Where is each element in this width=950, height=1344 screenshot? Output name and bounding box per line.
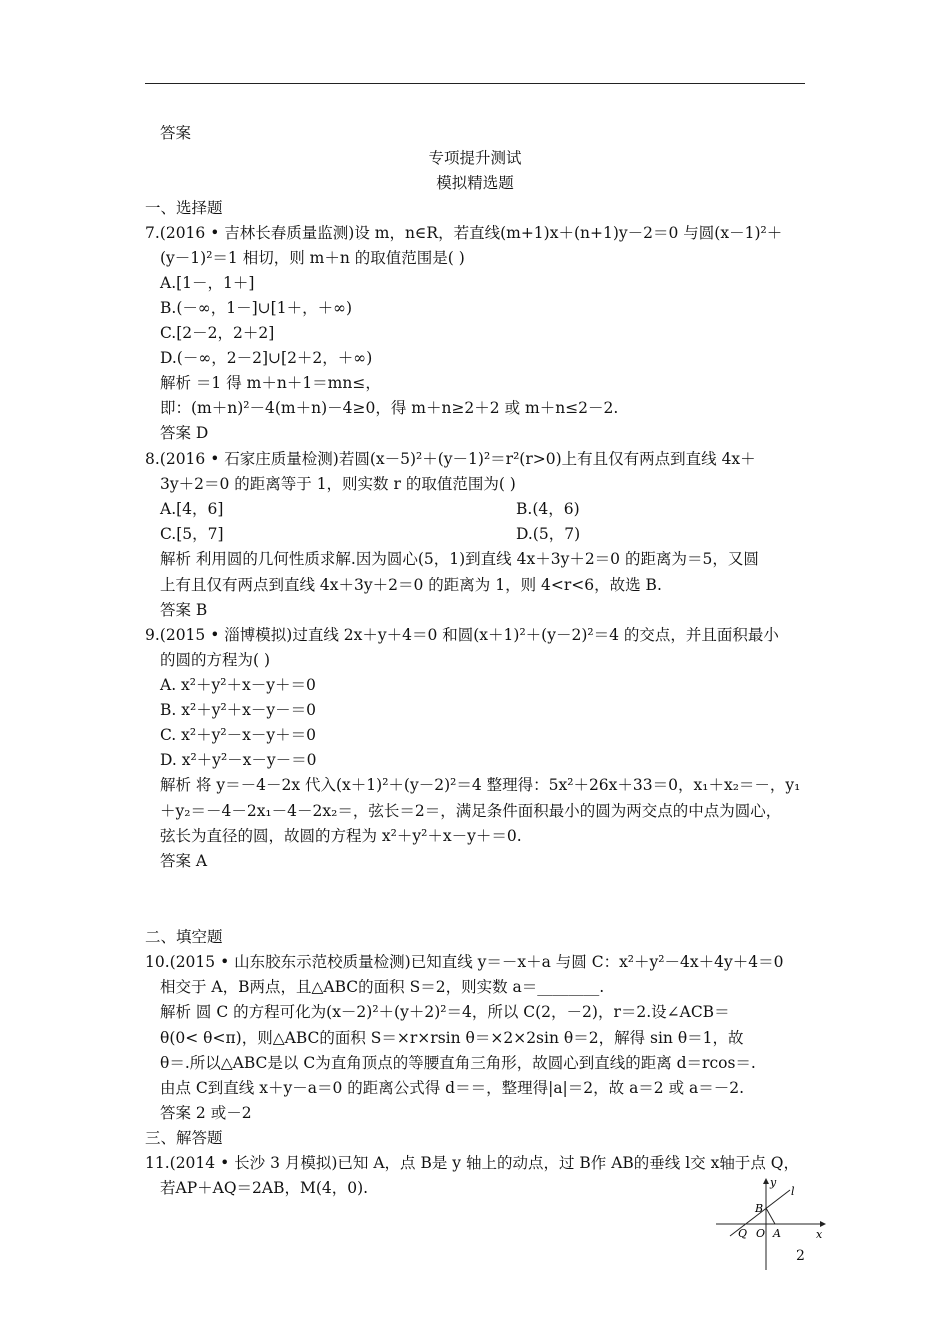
q7-answer: 答案 D — [160, 424, 209, 442]
x-axis-arrow — [820, 1221, 826, 1227]
q9-solution-1: 解析 将 y＝－4－2x 代入(x＋1)²＋(y－2)²＝4 整理得：5x²＋26x＋33＝0，x₁＋x₂＝－，y₁ — [160, 776, 801, 794]
q9-solution-3: 弦长为直径的圆，故圆的方程为 x²＋y²＋x－y＋＝0. — [160, 827, 522, 845]
q7-option-b: B.(－∞，1－]∪[1＋，＋∞) — [160, 299, 353, 317]
q7-option-c: C.[2－2，2＋2] — [160, 324, 275, 342]
q9-option-c: C. x²＋y²－x－y＋＝0 — [160, 726, 316, 744]
q8-line1: 8.(2016 • 石家庄质量检测)若圆(x－5)²＋(y－1)²＝r²(r>0)上有且仅有两点到直线 4x＋ — [145, 450, 756, 468]
page-number: 2 — [796, 1248, 805, 1264]
q8-option-d: D.(5，7) — [516, 525, 581, 543]
q10-line2: 相交于 A，B两点，且△ABC的面积 S＝2，则实数 a＝________. — [160, 978, 605, 996]
heading-fill: 二、填空题 — [145, 928, 223, 946]
top-answer-label: 答案 — [160, 124, 192, 142]
q7-line2: (y－1)²＝1 相切，则 m＋n 的取值范围是( ) — [160, 249, 465, 267]
q10-answer: 答案 2 或－2 — [160, 1104, 252, 1122]
q9-option-a: A. x²＋y²＋x－y＋＝0 — [160, 676, 316, 694]
q9-line1: 9.(2015 • 淄博模拟)过直线 2x＋y＋4＝0 和圆(x＋1)²＋(y－2)²＝4 的交点，并且面积最小 — [145, 626, 779, 644]
heading-solve: 三、解答题 — [145, 1129, 223, 1147]
q8-solution-2: 上有且仅有两点到直线 4x＋3y＋2＝0 的距离为 1，则 4<r<6，故选 B. — [160, 576, 662, 594]
section-title: 专项提升测试 — [428, 149, 522, 167]
label-y: y — [770, 1176, 777, 1189]
q11-line2: 若AP＋AQ＝2AB，M(4，0). — [160, 1179, 369, 1197]
q10-solution-1: 解析 圆 C 的方程可化为(x－2)²＋(y＋2)²＝4，所以 C(2，－2)，r＝2.设∠ACB＝ — [160, 1003, 730, 1021]
y-axis-arrow — [763, 1178, 769, 1184]
q9-line2: 的圆的方程为( ) — [160, 651, 271, 669]
label-x: x — [816, 1228, 823, 1241]
q11-line1: 11.(2014 • 长沙 3 月模拟)已知 A，点 B是 y 轴上的动点，过 B作 AB的垂线 l交 x轴于点 Q， — [145, 1154, 799, 1172]
q10-solution-3: θ＝.所以△ABC是以 C为直角顶点的等腰直角三角形，故圆心到直线的距离 d＝rcos＝. — [160, 1054, 756, 1072]
section-subtitle: 模拟精选题 — [436, 174, 514, 192]
label-q: Q — [738, 1227, 748, 1240]
q10-solution-4: 由点 C到直线 x＋y－a＝0 的距离公式得 d＝＝，整理得|a|＝2，故 a＝2 或 a＝－2. — [160, 1079, 745, 1097]
q7-solution-2: 即：(m＋n)²－4(m＋n)－4≥0，得 m＋n≥2＋2 或 m＋n≤2－2. — [160, 399, 619, 417]
q9-answer: 答案 A — [160, 852, 208, 870]
q8-line2: 3y＋2＝0 的距离等于 1，则实数 r 的取值范围为( ) — [160, 475, 516, 493]
label-a: A — [773, 1227, 781, 1240]
q8-answer: 答案 B — [160, 601, 208, 619]
q9-option-b: B. x²＋y²＋x－y－＝0 — [160, 701, 317, 719]
label-o: O — [756, 1227, 766, 1240]
q10-line1: 10.(2015 • 山东胶东示范校质量检测)已知直线 y＝－x＋a 与圆 C：x²＋y²－4x＋4y＋4＝0 — [145, 953, 784, 971]
heading-choice: 一、选择题 — [145, 199, 223, 217]
q7-option-d: D.(－∞，2－2]∪[2＋2，＋∞) — [160, 349, 373, 367]
q7-solution-1: 解析 ＝1 得 m＋n＋1＝mn≤， — [160, 374, 381, 392]
q11-coordinate-figure — [712, 1176, 828, 1272]
q8-option-a: A.[4，6] — [160, 500, 224, 518]
q7-option-a: A.[1－，1＋] — [160, 274, 255, 292]
segment-ab — [766, 1208, 775, 1224]
label-l: l — [791, 1185, 795, 1198]
q9-option-d: D. x²＋y²－x－y－＝0 — [160, 751, 317, 769]
q8-solution-1: 解析 利用圆的几何性质求解.因为圆心(5，1)到直线 4x＋3y＋2＝0 的距离为＝5，又圆 — [160, 550, 759, 568]
header-rule — [145, 83, 805, 84]
q7-line1: 7.(2016 • 吉林长春质量监测)设 m，n∈R，若直线(m+1)x＋(n+1)y－2＝0 与圆(x－1)²＋ — [145, 224, 783, 242]
q9-solution-2: ＋y₂＝－4－2x₁－4－2x₂＝，弦长＝2＝，满足条件面积最小的圆为两交点的中点为圆心， — [160, 802, 782, 820]
q8-option-b: B.(4，6) — [516, 500, 580, 518]
label-b: B — [755, 1202, 764, 1215]
q8-option-c: C.[5，7] — [160, 525, 224, 543]
q10-solution-2: θ(0< θ<π)，则△ABC的面积 S＝×r×rsin θ＝×2×2sin θ＝2，解得 sin θ＝1，故 — [160, 1029, 744, 1047]
